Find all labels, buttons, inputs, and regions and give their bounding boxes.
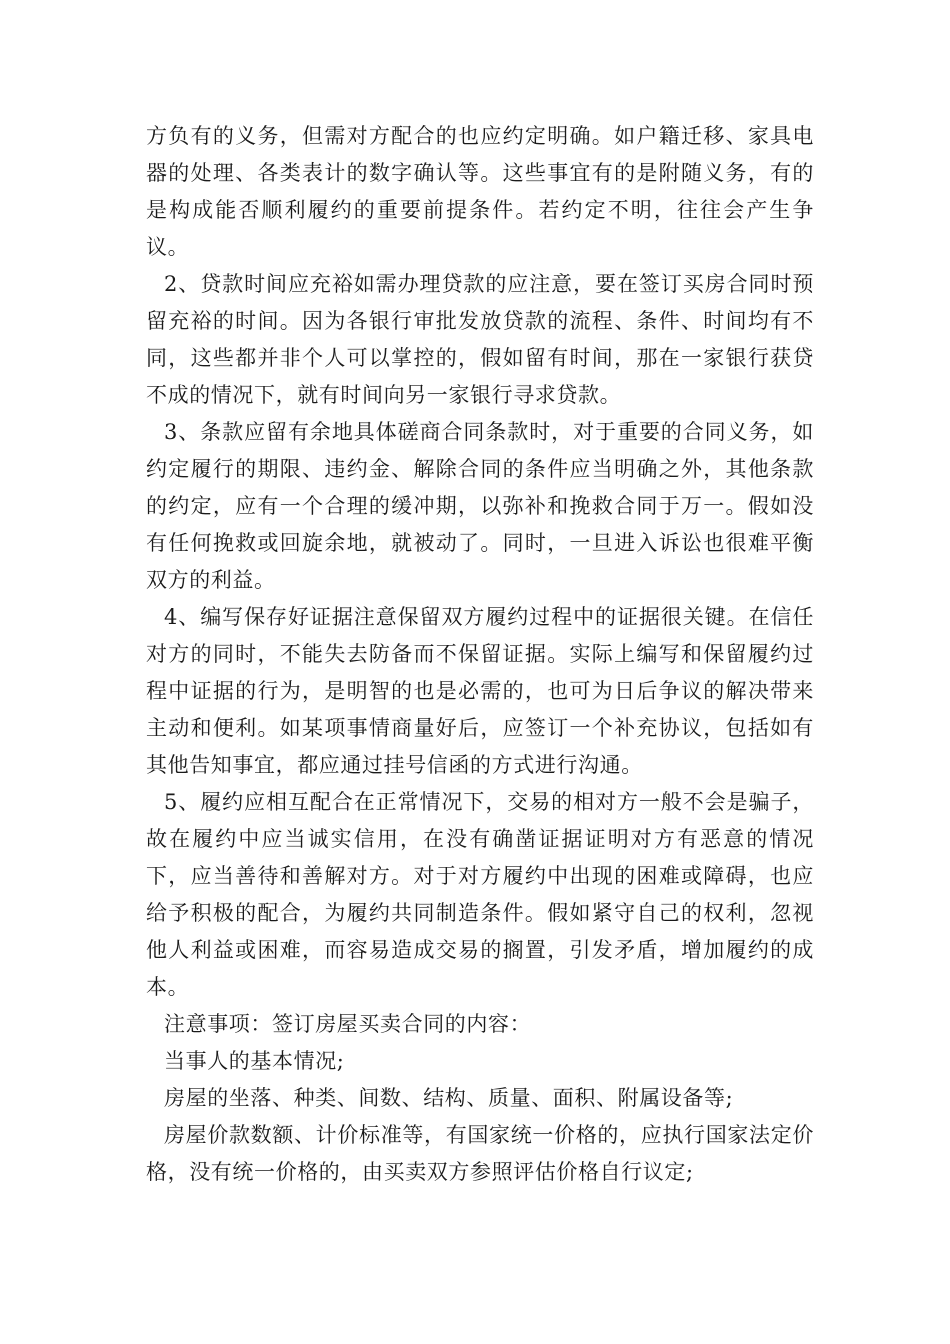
paragraph-clause-margin: 3、条款应留有余地具体磋商合同条款时，对于重要的合同义务，如约定履行的期限、违约金、解除合同的条件应当明确之外，其他条款的约定，应有一个合理的缓冲期，以弥补和挽救合同于万一。假如没有任何挽救或回旋余地，就被动了。同时，一旦进入诉讼也很难平衡双方的利益。: [146, 420, 814, 592]
paragraph-cooperation: 5、履约应相互配合在正常情况下，交易的相对方一般不会是骗子，故在履约中应当诚实信用，在没有确凿证据证明对方有恶意的情况下，应当善待和善解对方。对于对方履约中出现的困难或障碍，也应给予积极的配合，为履约共同制造条件。假如紧守自己的权利，忽视他人利益或困难，而容易造成交易的搁置，引发矛盾，增加履约的成本。: [146, 790, 814, 999]
paragraph-loan-time: 2、贷款时间应充裕如需办理贷款的应注意，要在签订买房合同时预留充裕的时间。因为各银行审批发放贷款的流程、条件、时间均有不同，这些都并非个人可以掌控的，假如留有时间，那在一家银行获贷不成的情况下，就有时间向另一家银行寻求贷款。: [146, 272, 814, 407]
paragraph-continuation: 方负有的义务，但需对方配合的也应约定明确。如户籍迁移、家具电器的处理、各类表计的数字确认等。这些事宜有的是附随义务，有的是构成能否顺利履约的重要前提条件。若约定不明，往往会产生争议。: [146, 124, 814, 259]
paragraph-parties-info: 当事人的基本情况;: [164, 1049, 345, 1073]
paragraph-price: 房屋价款数额、计价标准等，有国家统一价格的，应执行国家法定价格，没有统一价格的，由买卖双方参照评估价格自行议定;: [146, 1123, 814, 1184]
document-body: [146, 118, 814, 1191]
paragraph-house-details: 房屋的坐落、种类、间数、结构、质量、面积、附属设备等;: [164, 1086, 734, 1110]
paragraph-evidence: 4、编写保存好证据注意保留双方履约过程中的证据很关键。在信任对方的同时，不能失去防备而不保留证据。实际上编写和保留履约过程中证据的行为，是明智的也是必需的，也可为日后争议的解决带来主动和便利。如某项事情商量好后，应签订一个补充协议，包括如有其他告知事宜，都应通过挂号信函的方式进行沟通。: [146, 605, 814, 777]
paragraph-notes-heading: 注意事项：签订房屋买卖合同的内容：: [164, 1012, 532, 1036]
